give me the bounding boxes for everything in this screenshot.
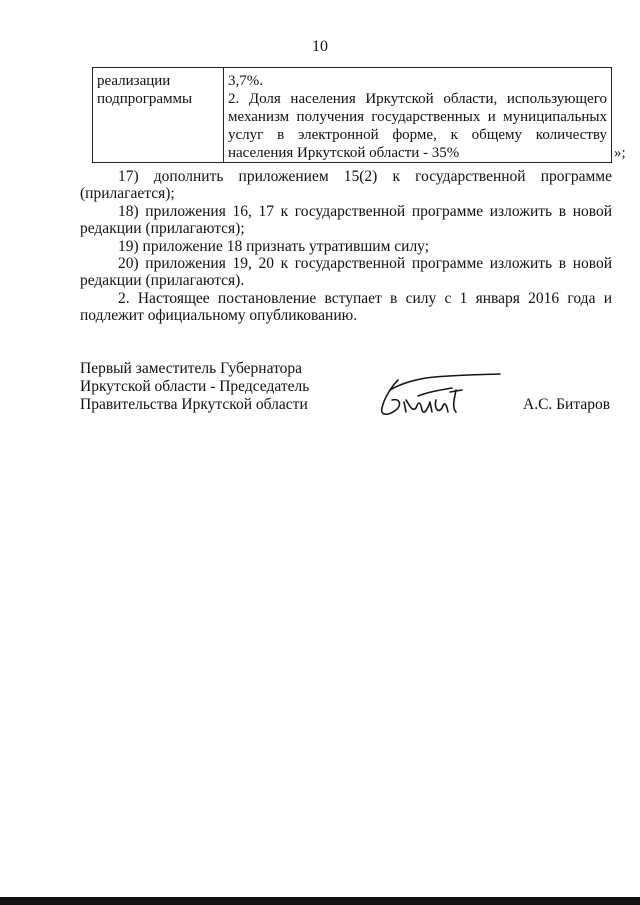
signer-name: А.С. Битаров [523,396,611,413]
table-right-cell [224,68,611,162]
body-text [80,168,612,325]
continuation-table [92,67,612,163]
signatory-title [80,360,309,415]
table-left-line: подпрограммы [97,91,193,107]
bottom-scan-edge [0,897,640,905]
paragraph-item: 20) приложения 19, 20 к государственной программе изложить в новой редакции (прилагаются). [80,255,612,290]
paragraph-item: 2. Настоящее постановление вступает в силу с 1 января 2016 года и подлежит официальному опубликованию. [80,289,612,325]
signatory-title-line: Правительства Иркутской области [80,396,308,414]
table-right-paragraph: 2. Доля населения Иркутской области, использующего механизм получения государственных и муниципальных услуг в электронной форме, к общему количеству населения Иркутской области - 35% [228,91,607,161]
signatory-title-line: Иркутской области - Председатель [80,378,310,396]
table-left-line: реализации [97,73,171,89]
handwritten-signature-icon [370,372,510,427]
paragraph-item: 17) дополнить приложением 15(2) к государственной программе (прилагается); [80,168,612,203]
table-right-line: 3,7%. [228,73,263,89]
signatory-title-line: Первый заместитель Губернатора [80,360,303,377]
table-closing-mark: »; [614,145,626,161]
page-number: 10 [312,38,328,55]
table-left-cell [93,68,224,162]
paragraph-item: 19) приложение 18 признать утратившим силу; [118,237,430,255]
paragraph-item: 18) приложения 16, 17 к государственной программе изложить в новой редакции (прилагаются); [80,202,612,238]
